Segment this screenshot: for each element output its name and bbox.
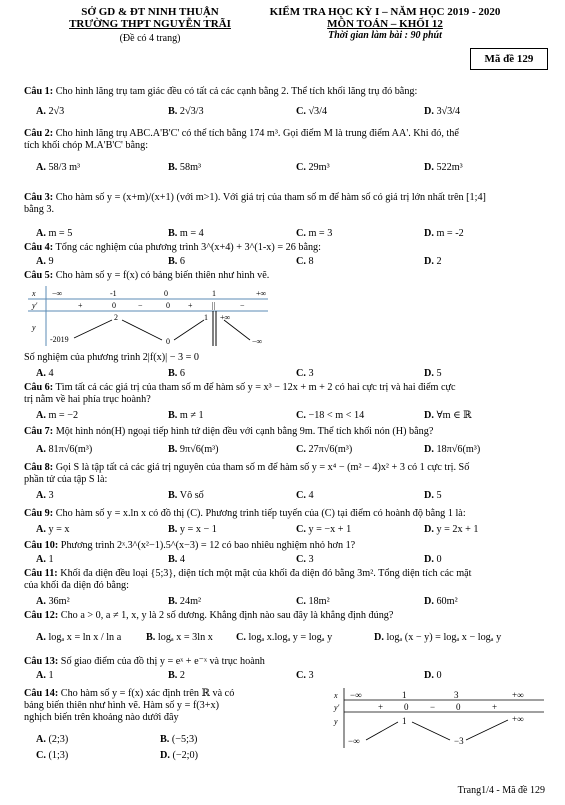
option-d: D. 18π√6(m³) xyxy=(424,444,481,455)
option-b: B. 6 xyxy=(168,368,185,379)
option-c: C. 3 xyxy=(296,368,314,379)
question-6: Câu 6: Tìm tất cả các giá trị của tham số m để hàm số y = x³ − 12x + m + 2 có hai cực trị và hai điểm cực trị nằm về hai phía trục hoành? xyxy=(24,382,456,405)
option-b: B. 58m³ xyxy=(168,162,202,173)
option-b: B. 6 xyxy=(168,256,185,267)
option-a: A. 2√3 xyxy=(36,106,65,117)
question-4: Câu 4: Tổng các nghiệm của phương trình 3^(x+4) + 3^(1-x) = 26 bằng: xyxy=(24,242,321,253)
department: SỞ GD & ĐT NINH THUẬN xyxy=(81,6,219,18)
question-7: Câu 7: Một hình nón(H) ngoại tiếp hình tứ diện đều với cạnh bằng 9m. Thể tích khối nón (H) bằng? xyxy=(24,426,434,437)
option-b: B. 2 xyxy=(168,670,185,681)
tbl-yp: + xyxy=(492,702,498,712)
option-a: A. 81π√6(m³) xyxy=(36,444,93,455)
option-c: C. 8 xyxy=(296,256,314,267)
variation-table-q5 xyxy=(28,286,273,348)
subject: MÔN TOÁN – KHỐI 12 xyxy=(327,18,443,30)
option-d: D. (−2;0) xyxy=(160,750,199,761)
tbl-yp: || xyxy=(212,301,216,310)
option-c: C. 18m² xyxy=(296,596,330,607)
option-a: A. 58/3 m³ xyxy=(36,162,81,173)
option-d: D. 5 xyxy=(424,490,442,501)
option-a: A. (2;3) xyxy=(36,734,69,745)
tbl-yp: − xyxy=(430,702,436,712)
option-c: C. logₐ x.logₐ y = logₐ y xyxy=(236,632,333,643)
option-a: A. 1 xyxy=(36,554,54,565)
option-d: D. m = -2 xyxy=(424,228,464,239)
question-10: Câu 10: Phương trình 2ˣ.3^(x²−1).5^(x−3) = 12 có bao nhiêu nghiệm nhỏ hơn 1? xyxy=(24,540,356,551)
tbl-y: −∞ xyxy=(348,736,360,746)
tbl-yp: − xyxy=(138,301,143,310)
page-footer: Trang1/4 - Mã đề 129 xyxy=(457,785,545,796)
header-right xyxy=(260,6,510,41)
tbl-y: 1 xyxy=(204,313,208,322)
option-a: A. logₐ x = ln x / ln a xyxy=(36,632,122,643)
tbl-x: 1 xyxy=(212,289,216,298)
option-a: A. y = x xyxy=(36,524,70,535)
option-b: B. 24m² xyxy=(168,596,202,607)
page-count: (Đề có 4 trang) xyxy=(119,33,181,44)
option-a: A. 1 xyxy=(36,670,54,681)
question-5: Câu 5: Cho hàm số y = f(x) có bảng biến thiên như hình vẽ. xyxy=(24,270,270,281)
question-2: Câu 2: Cho hình lăng trụ ABC.A'B'C' có thể tích bằng 174 m³. Gọi điểm M là trung điểm AA'. Khi đó, thể tích khối chóp M.A'B'C' bằng: xyxy=(24,128,459,151)
question-1 xyxy=(24,86,417,98)
tbl-x: 0 xyxy=(164,289,168,298)
question-12: Câu 12: Cho a > 0, a ≠ 1, x, y là 2 số dương. Khẳng định nào sau đây là khẳng định đúng? xyxy=(24,610,394,621)
variation-table-q14 xyxy=(332,688,548,750)
tbl-x: 1 xyxy=(402,690,407,700)
question-11: Câu 11: Khối đa diện đều loại {5;3}, diện tích một mặt của khối đa diện đó bằng 3m². Tổng diện tích các mặt của khối đa diện đó bằng: xyxy=(24,568,472,591)
option-c: C. (1;3) xyxy=(36,750,69,761)
option-a: A. m = 5 xyxy=(36,228,73,239)
tbl-y: −∞ xyxy=(252,337,263,346)
option-b: B. m = 4 xyxy=(168,228,204,239)
option-b: B. 4 xyxy=(168,554,185,565)
question-8: Câu 8: Gọi S là tập tất cả các giá trị nguyên của tham số m để hàm số y = x⁴ − (m² − 4)x² + 3 có 1 cực trị. Số phần tử của tập S là: xyxy=(24,462,470,485)
x-label: x xyxy=(32,289,36,298)
question-9: Câu 9: Cho hàm số y = x.ln x có đồ thị (C). Phương trình tiếp tuyến của (C) tại điểm có hoành độ bằng 1 là: xyxy=(24,508,466,519)
tbl-y: −3 xyxy=(454,736,464,746)
option-d: D. logₐ (x − y) = logₐ x − logₐ y xyxy=(374,632,502,643)
tbl-x: -1 xyxy=(110,289,117,298)
tbl-y: +∞ xyxy=(220,313,231,322)
option-a: A. 3 xyxy=(36,490,54,501)
tbl-x: +∞ xyxy=(512,690,524,700)
tbl-y: +∞ xyxy=(512,714,524,724)
tbl-x: −∞ xyxy=(52,289,63,298)
option-d: D. y = 2x + 1 xyxy=(424,524,479,535)
tbl-y: -2019 xyxy=(50,335,69,344)
tbl-yp: 0 xyxy=(166,301,170,310)
option-c: C. y = −x + 1 xyxy=(296,524,352,535)
option-d: D. ∀m ∈ ℝ xyxy=(424,410,472,421)
question-label: Câu 1: xyxy=(24,86,54,97)
question-text: Cho hình lăng trụ tam giác đều có tất cả các cạnh bằng 2. Thể tích khối lăng trụ đó bằng: xyxy=(55,86,418,97)
tbl-y: 0 xyxy=(166,337,170,346)
option-c: C. 3 xyxy=(296,670,314,681)
svg-text:y: y xyxy=(334,717,338,726)
tbl-yp: − xyxy=(240,301,245,310)
question-5-prompt: Số nghiệm của phương trình 2|f(x)| − 3 = 0 xyxy=(24,352,200,363)
option-b: B. m ≠ 1 xyxy=(168,410,204,421)
tbl-yp: 0 xyxy=(404,702,409,712)
header-left xyxy=(30,6,270,44)
option-d: D. 60m² xyxy=(424,596,458,607)
option-c: C. 29m³ xyxy=(296,162,330,173)
y-label: y xyxy=(32,323,36,332)
option-b: B. 9π√6(m³) xyxy=(168,444,219,455)
option-c: C. √3/4 xyxy=(296,106,328,117)
tbl-yp: + xyxy=(378,702,384,712)
tbl-x: 3 xyxy=(454,690,459,700)
option-a: A. 4 xyxy=(36,368,54,379)
option-d: D. 0 xyxy=(424,670,442,681)
tbl-y: 1 xyxy=(402,716,407,726)
school-name: TRƯỜNG THPT NGUYỄN TRÃI xyxy=(69,18,231,30)
option-c: C. m = 3 xyxy=(296,228,333,239)
option-a: A. 36m² xyxy=(36,596,70,607)
option-b: B. y = x − 1 xyxy=(168,524,217,535)
option-d: D. 5 xyxy=(424,368,442,379)
tbl-x: −∞ xyxy=(350,690,362,700)
option-c: C. 27π√6(m³) xyxy=(296,444,353,455)
option-b: B. 2√3/3 xyxy=(168,106,204,117)
option-b: B. logₐ x = 3ln x xyxy=(146,632,213,643)
question-3: Câu 3: Cho hàm số y = (x+m)/(x+1) (với m>1). Với giá trị của tham số m để hàm số có giá trị lớn nhất trên [1;4] bằng 3. xyxy=(24,192,486,215)
option-b: B. Vô số xyxy=(168,490,204,501)
question-14: Câu 14: Cho hàm số y = f(x) xác định trên ℝ và có bảng biến thiên như hình vẽ. Hàm số y = f(3+x) nghịch biến trên khoảng nào dưới đây xyxy=(24,688,235,723)
svg-text:x: x xyxy=(334,691,338,700)
option-c: C. 3 xyxy=(296,554,314,565)
option-d: D. 2 xyxy=(424,256,442,267)
option-d: D. 0 xyxy=(424,554,442,565)
yprime-label: y' xyxy=(32,301,38,310)
tbl-yp: 0 xyxy=(112,301,116,310)
tbl-yp: + xyxy=(78,301,83,310)
exam-code: Mã đề 129 xyxy=(470,48,548,70)
time-limit: Thời gian làm bài : 90 phút xyxy=(328,30,442,41)
option-d: D. 3√3/4 xyxy=(424,106,461,117)
tbl-yp: 0 xyxy=(456,702,461,712)
tbl-yp: + xyxy=(188,301,193,310)
option-a: A. 9 xyxy=(36,256,54,267)
option-c: C. 4 xyxy=(296,490,314,501)
option-a: A. m = −2 xyxy=(36,410,79,421)
option-b: B. (−5;3) xyxy=(160,734,198,745)
option-c: C. −18 < m < 14 xyxy=(296,410,365,421)
question-13: Câu 13: Số giao điểm của đồ thị y = eˣ + e⁻ˣ và trục hoành xyxy=(24,656,265,667)
svg-text:y': y' xyxy=(334,703,340,712)
tbl-y: 2 xyxy=(114,313,118,322)
tbl-x: +∞ xyxy=(256,289,267,298)
exam-title: KIỂM TRA HỌC KỲ I – NĂM HỌC 2019 - 2020 xyxy=(269,6,501,18)
option-d: D. 522m³ xyxy=(424,162,463,173)
